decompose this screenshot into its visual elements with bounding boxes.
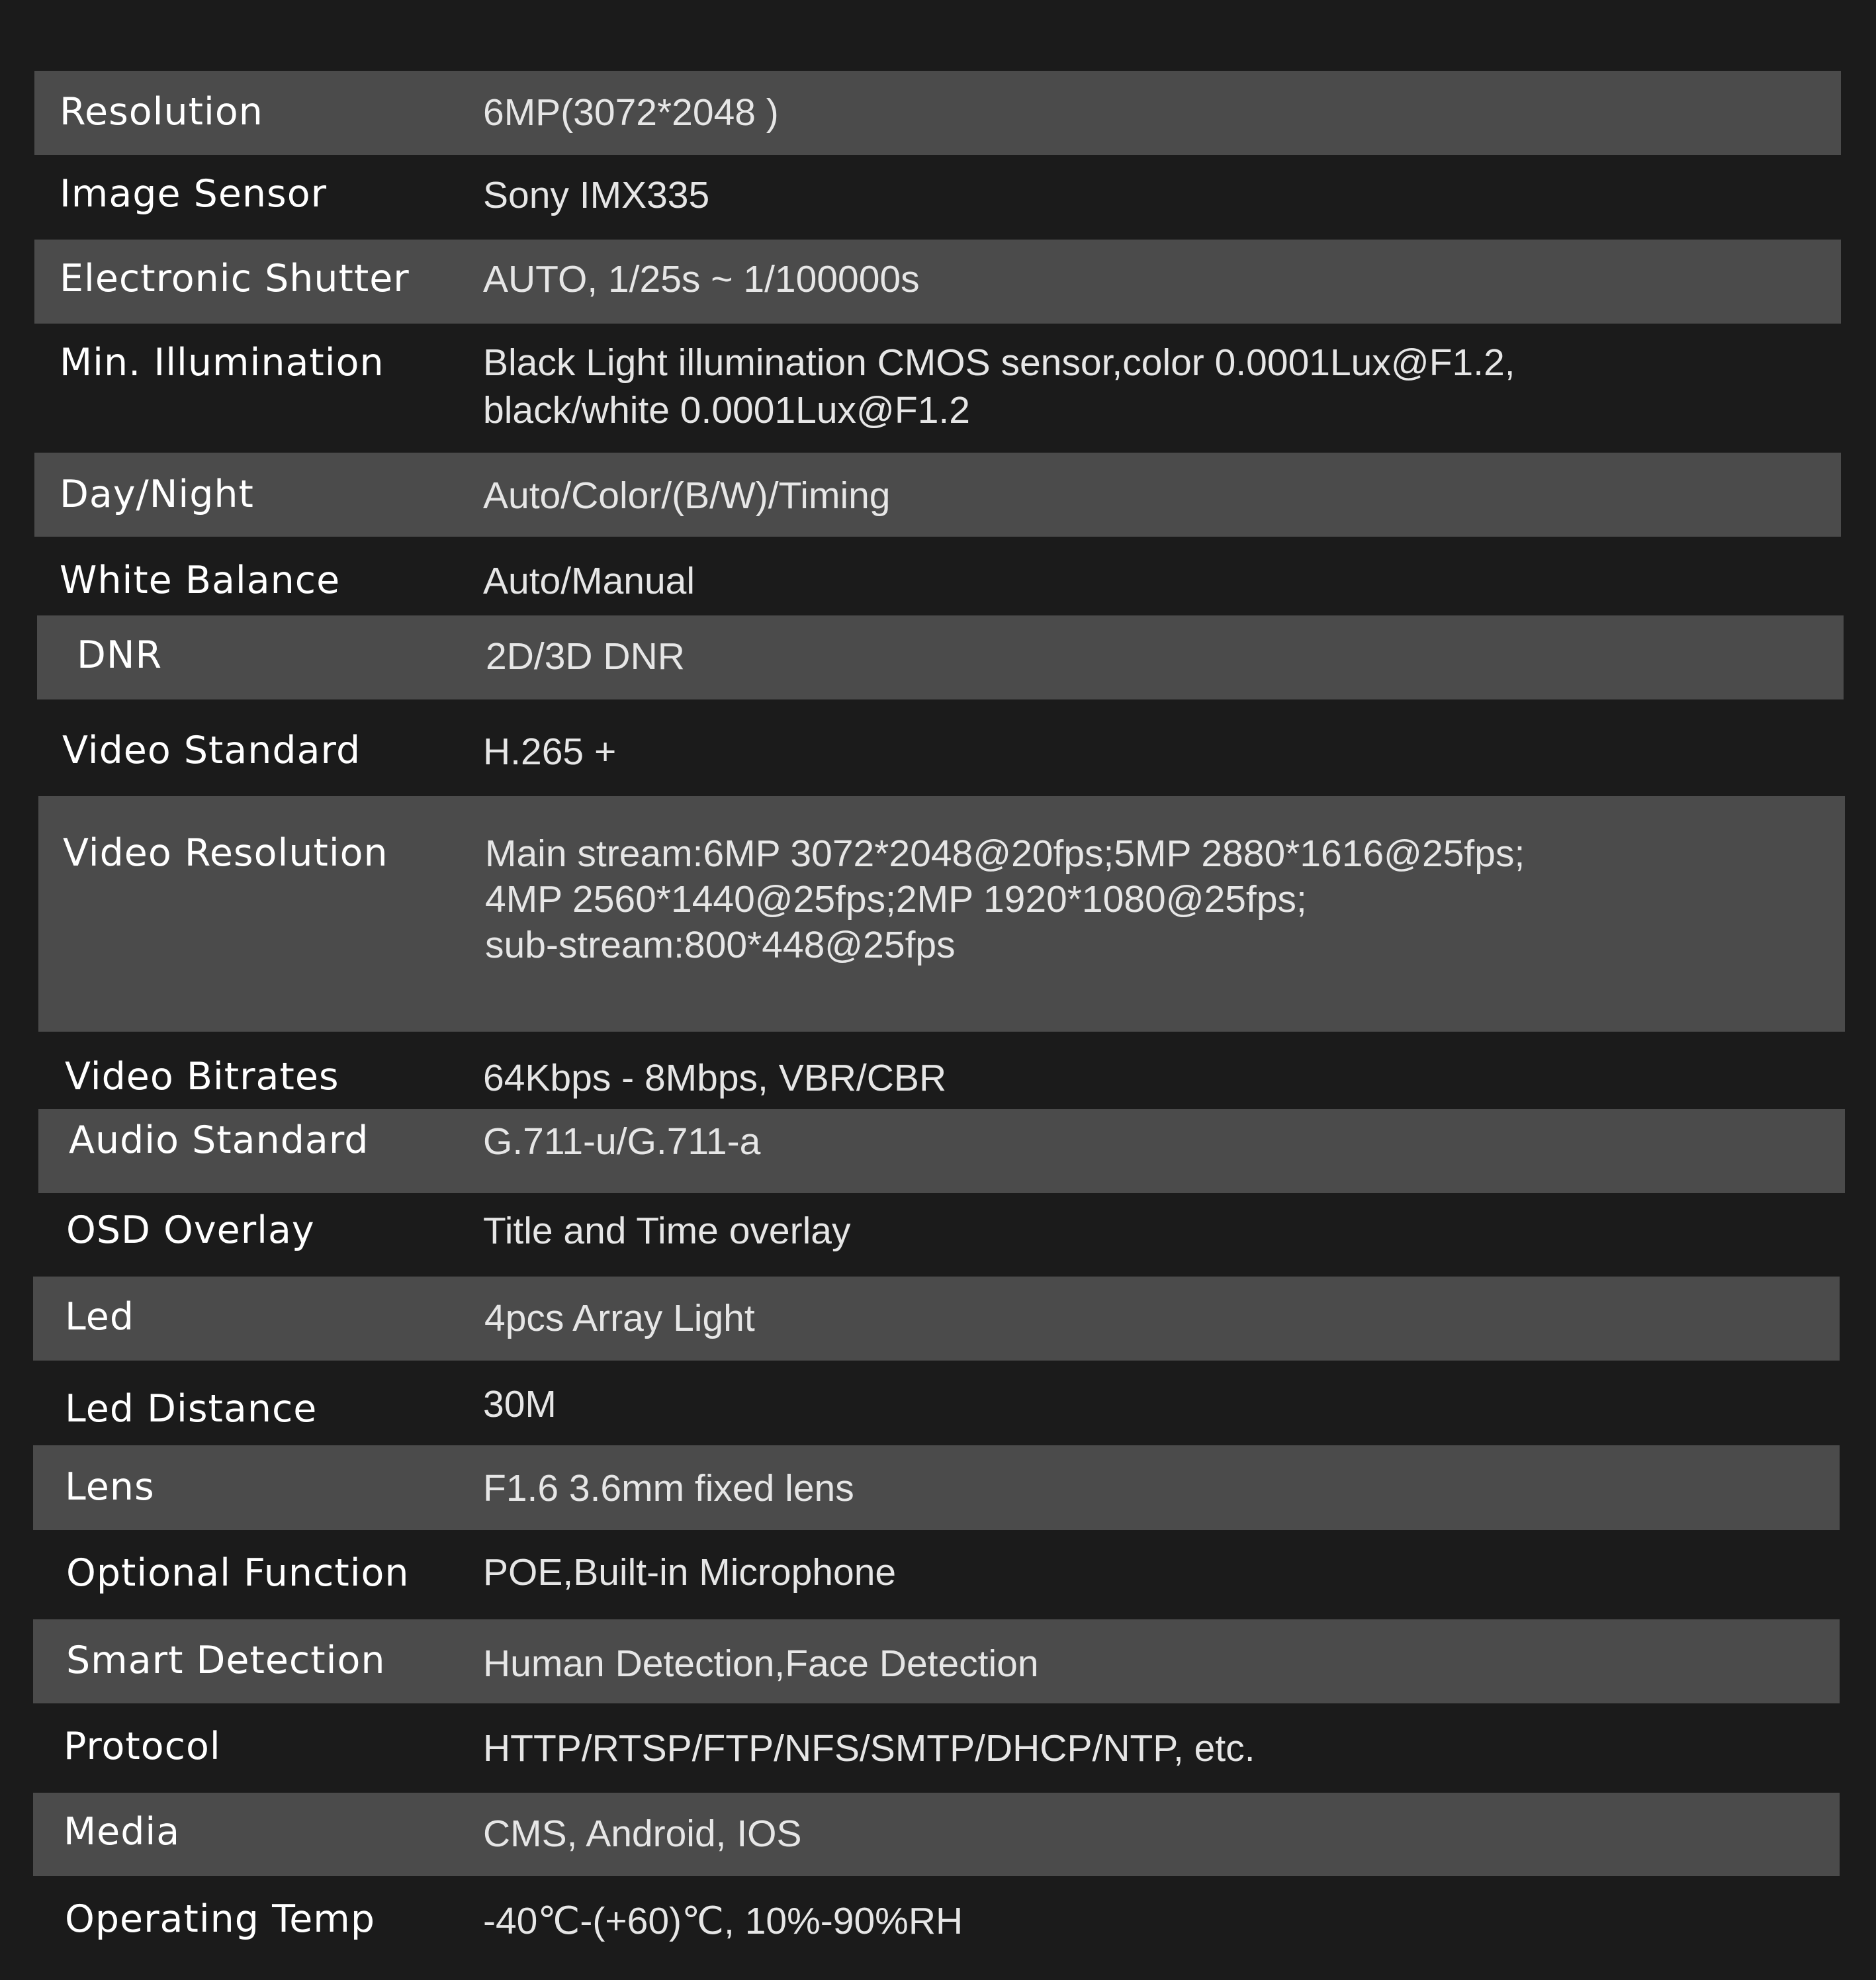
spec-label: Video Resolution: [63, 831, 388, 875]
spec-row-electronic-shutter: [34, 240, 1841, 324]
spec-row-optional-function: [34, 1530, 1841, 1619]
spec-label: Led Distance: [65, 1387, 318, 1431]
spec-label: Image Sensor: [60, 172, 328, 216]
spec-row-video-resolution: [38, 796, 1845, 1032]
spec-row-osd-overlay: [34, 1193, 1841, 1277]
spec-label: Video Bitrates: [65, 1055, 339, 1099]
spec-value: 4pcs Array Light: [484, 1297, 755, 1339]
spec-value: Human Detection,Face Detection: [483, 1642, 1039, 1685]
spec-label: DNR: [77, 633, 163, 677]
spec-row-dnr: [37, 615, 1844, 699]
spec-label: Optional Function: [66, 1551, 410, 1595]
spec-label: Resolution: [60, 90, 263, 134]
spec-value: HTTP/RTSP/FTP/NFS/SMTP/DHCP/NTP, etc.: [483, 1727, 1255, 1770]
spec-value-line-3: sub-stream:800*448@25fps: [485, 924, 956, 966]
spec-row-white-balance: [34, 537, 1841, 615]
spec-value: G.711-u/G.711-a: [483, 1120, 761, 1163]
spec-label: Protocol: [64, 1725, 221, 1768]
spec-value: Auto/Manual: [483, 560, 695, 602]
spec-row-image-sensor: [34, 155, 1841, 240]
spec-label: Day/Night: [60, 472, 254, 516]
spec-label: Operating Temp: [65, 1897, 375, 1941]
spec-value: AUTO, 1/25s ~ 1/100000s: [483, 258, 920, 300]
spec-value: CMS, Android, IOS: [483, 1813, 802, 1855]
spec-row-operating-temp: [34, 1876, 1841, 1963]
spec-row-protocol: [34, 1703, 1841, 1793]
spec-label: Electronic Shutter: [60, 257, 410, 300]
spec-value-line-2: 4MP 2560*1440@25fps;2MP 1920*1080@25fps;: [485, 878, 1307, 921]
spec-row-media: [33, 1793, 1840, 1876]
spec-label: Media: [64, 1810, 181, 1854]
spec-value: Title and Time overlay: [483, 1210, 851, 1252]
spec-row-video-standard: [34, 699, 1841, 796]
spec-row-lens: [33, 1445, 1840, 1530]
spec-label: Min. Illumination: [60, 341, 384, 384]
spec-value: 6MP(3072*2048 ): [483, 91, 779, 134]
spec-value: Main stream:6MP 3072*2048@20fps;5MP 2880*1616@25fps;: [485, 832, 1525, 875]
spec-row-video-bitrates: [34, 1032, 1841, 1109]
spec-value-line-2: black/white 0.0001Lux@F1.2: [483, 389, 970, 431]
spec-value: F1.6 3.6mm fixed lens: [483, 1467, 854, 1509]
spec-value: Sony IMX335: [483, 174, 710, 216]
spec-label: White Balance: [60, 559, 341, 602]
spec-value: -40℃-(+60)℃, 10%-90%RH: [483, 1900, 963, 1942]
spec-label: Video Standard: [62, 729, 361, 772]
spec-label: Audio Standard: [69, 1118, 369, 1162]
spec-row-audio-standard: [38, 1109, 1845, 1193]
spec-row-resolution: [34, 71, 1841, 155]
spec-row-day-night: [34, 453, 1841, 537]
spec-row-led: [33, 1277, 1840, 1361]
spec-row-smart-detection: [33, 1619, 1840, 1703]
spec-value: H.265 +: [483, 731, 617, 773]
spec-label: Led: [65, 1295, 135, 1339]
spec-label: Lens: [65, 1465, 155, 1509]
spec-label: OSD Overlay: [66, 1208, 315, 1252]
spec-value: 30M: [483, 1383, 557, 1425]
spec-row-led-distance: [34, 1361, 1841, 1445]
spec-label: Smart Detection: [66, 1639, 386, 1682]
spec-row-min-illumination: [34, 324, 1841, 453]
spec-value: 2D/3D DNR: [486, 635, 685, 678]
spec-value: Black Light illumination CMOS sensor,color 0.0001Lux@F1.2,: [483, 341, 1515, 384]
spec-value: 64Kbps - 8Mbps, VBR/CBR: [483, 1057, 947, 1099]
spec-value: Auto/Color/(B/W)/Timing: [483, 474, 891, 517]
spec-value: POE,Built-in Microphone: [483, 1551, 897, 1594]
